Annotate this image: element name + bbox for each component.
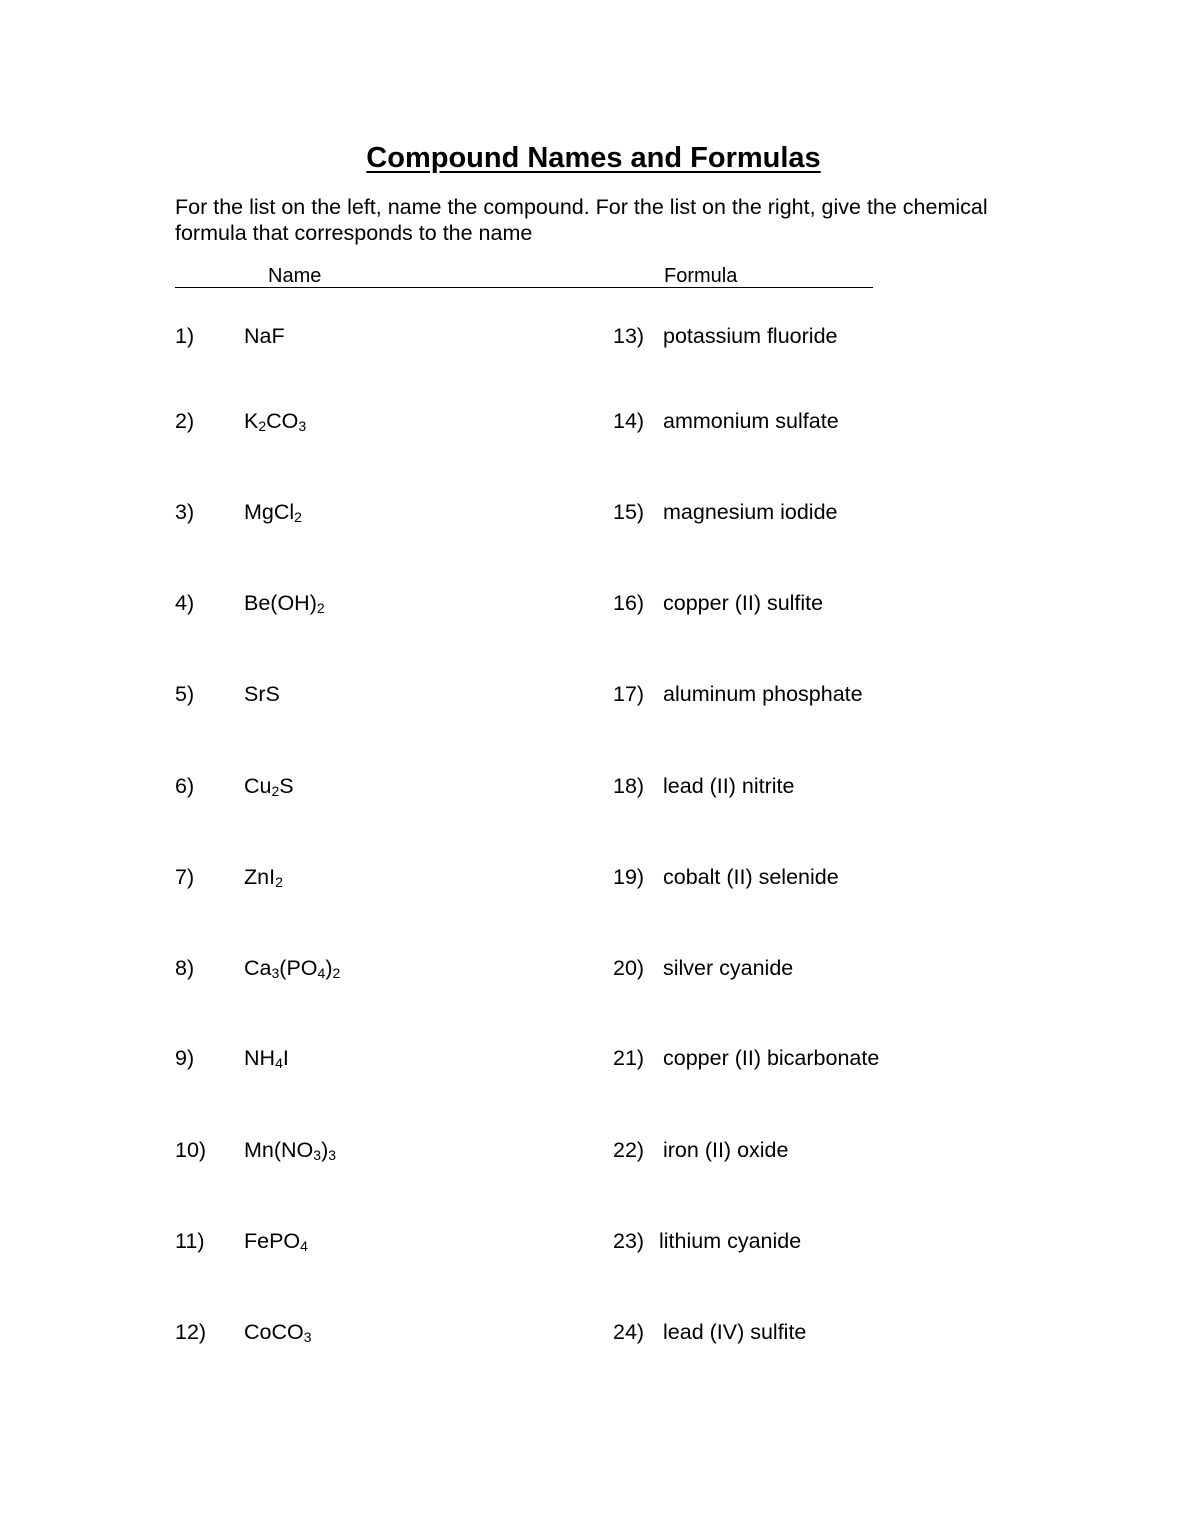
item-number: 5) bbox=[175, 682, 195, 706]
chemical-formula bbox=[244, 1136, 336, 1164]
chemical-formula bbox=[244, 407, 306, 435]
formula-part: 3 bbox=[271, 965, 280, 981]
item-number: 16) bbox=[613, 591, 645, 615]
column-header-name: Name bbox=[268, 265, 322, 287]
item-number: 3) bbox=[175, 500, 195, 524]
chemical-formula bbox=[244, 863, 283, 891]
formula-part: Cu bbox=[244, 774, 272, 798]
item-number: 18) bbox=[613, 774, 645, 798]
item-number: 9) bbox=[175, 1046, 195, 1070]
compound-name: lead (IV) sulfite bbox=[663, 1320, 807, 1344]
item-number: 21) bbox=[613, 1046, 645, 1070]
formula-part: 2 bbox=[316, 600, 325, 616]
formula-part: SrS bbox=[244, 682, 280, 706]
formula-part: 3 bbox=[303, 1329, 312, 1345]
formula-part: 3 bbox=[298, 418, 307, 434]
formula-part: 2 bbox=[258, 418, 267, 434]
item-number: 20) bbox=[613, 956, 645, 980]
item-number: 13) bbox=[613, 324, 645, 348]
instructions-text: For the list on the left, name the compound. For the list on the right, give the chemical formula that corresponds to the name bbox=[175, 195, 988, 245]
item-number: 2) bbox=[175, 409, 195, 433]
chemical-formula bbox=[244, 680, 280, 708]
compound-name: copper (II) bicarbonate bbox=[663, 1046, 880, 1070]
formula-part: 4 bbox=[300, 1238, 308, 1254]
compound-name: cobalt (II) selenide bbox=[663, 865, 839, 889]
item-number: 22) bbox=[613, 1138, 645, 1162]
formula-part: K bbox=[244, 409, 259, 433]
formula-part: (PO bbox=[279, 956, 318, 980]
formula-part: Ca bbox=[244, 956, 272, 980]
item-number: 1) bbox=[175, 324, 195, 348]
column-header-rule bbox=[175, 287, 873, 288]
chemical-formula bbox=[244, 322, 285, 350]
item-number: 14) bbox=[613, 409, 645, 433]
item-number: 12) bbox=[175, 1320, 207, 1344]
chemical-formula bbox=[244, 1227, 308, 1255]
formula-part: 4 bbox=[317, 965, 326, 981]
item-number: 17) bbox=[613, 682, 645, 706]
formula-part: 3 bbox=[313, 1147, 322, 1163]
formula-part: 4 bbox=[275, 1055, 283, 1071]
chemical-formula bbox=[244, 498, 302, 526]
formula-part: ) bbox=[321, 1138, 329, 1162]
worksheet-title: Compound Names and Formulas bbox=[366, 142, 821, 174]
item-number: 7) bbox=[175, 865, 195, 889]
chemical-formula bbox=[244, 589, 325, 617]
item-number: 24) bbox=[613, 1320, 645, 1344]
compound-name: ammonium sulfate bbox=[663, 409, 839, 433]
chemical-formula bbox=[244, 1318, 312, 1346]
item-number: 11) bbox=[175, 1229, 205, 1253]
formula-part: NH bbox=[244, 1046, 276, 1070]
compound-name: aluminum phosphate bbox=[663, 682, 863, 706]
compound-name: lithium cyanide bbox=[659, 1229, 802, 1253]
compound-name: silver cyanide bbox=[663, 956, 794, 980]
item-number: 4) bbox=[175, 591, 195, 615]
chemical-formula bbox=[244, 1044, 289, 1072]
compound-name: copper (II) sulfite bbox=[663, 591, 824, 615]
formula-part: CO bbox=[266, 409, 299, 433]
item-number: 23) bbox=[613, 1229, 645, 1253]
formula-part: FePO bbox=[244, 1229, 301, 1253]
formula-part: S bbox=[279, 774, 294, 798]
item-number: 8) bbox=[175, 956, 195, 980]
formula-part: MgCl bbox=[244, 500, 295, 524]
item-number: 6) bbox=[175, 774, 195, 798]
compound-name: potassium fluoride bbox=[663, 324, 838, 348]
item-number: 10) bbox=[175, 1138, 207, 1162]
column-header-formula: Formula bbox=[664, 265, 738, 287]
formula-part: CoCO bbox=[244, 1320, 304, 1344]
formula-part: I bbox=[282, 1046, 289, 1070]
compound-name: lead (II) nitrite bbox=[663, 774, 795, 798]
formula-part: ) bbox=[325, 956, 333, 980]
compound-name: iron (II) oxide bbox=[663, 1138, 789, 1162]
formula-part: Mn(NO bbox=[244, 1138, 314, 1162]
chemical-formula bbox=[244, 772, 294, 800]
chemical-formula bbox=[244, 954, 340, 982]
formula-part: NaF bbox=[244, 324, 285, 348]
formula-part: 2 bbox=[271, 783, 280, 799]
item-number: 15) bbox=[613, 500, 645, 524]
formula-part: 2 bbox=[275, 874, 283, 890]
formula-part: 2 bbox=[332, 965, 341, 981]
formula-part: Be(OH) bbox=[244, 591, 317, 615]
compound-name: magnesium iodide bbox=[663, 500, 838, 524]
formula-part: 3 bbox=[328, 1147, 337, 1163]
item-number: 19) bbox=[613, 865, 645, 889]
formula-part: 2 bbox=[294, 509, 302, 525]
formula-part: ZnI bbox=[244, 865, 276, 889]
